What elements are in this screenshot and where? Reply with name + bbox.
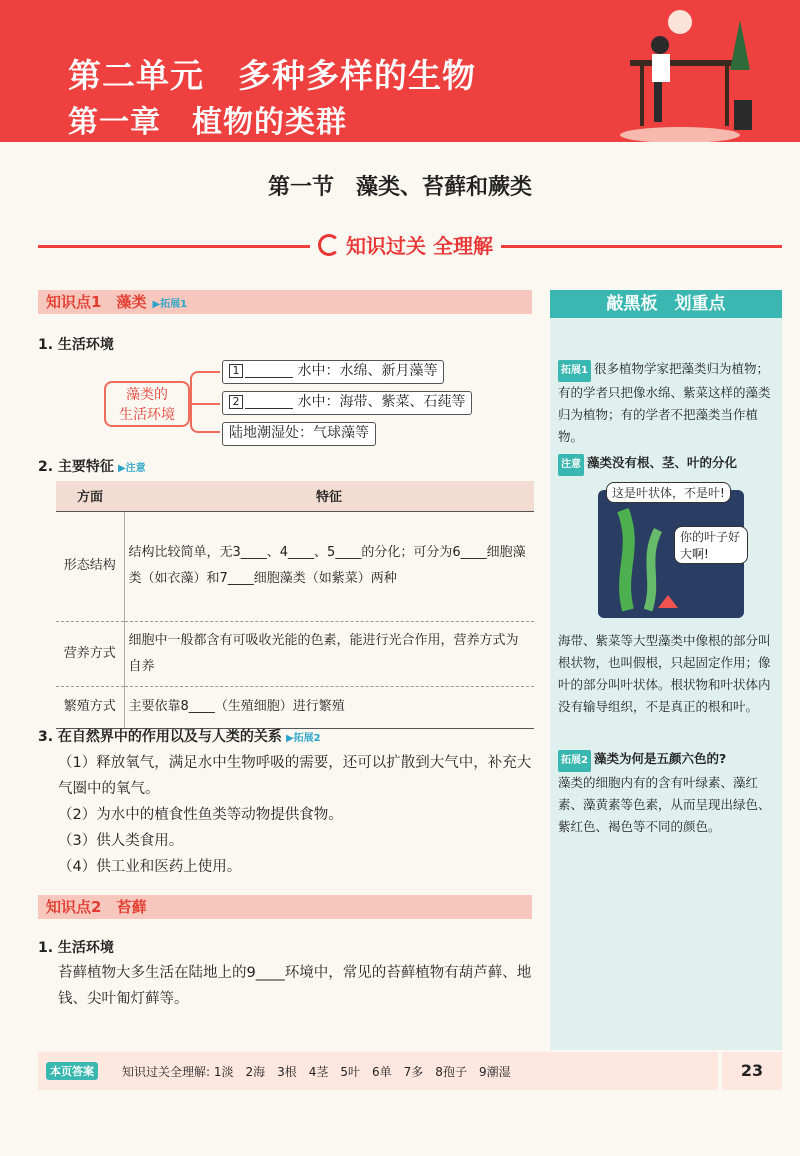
key-points-sidebar (550, 290, 782, 1050)
row-label: 形态结构 (56, 511, 124, 621)
page-number: 23 (722, 1052, 782, 1090)
note-text: 海带、紫菜等大型藻类中像根的部分叫根状物，也叫假根，只起固定作用；像叶的部分叫叶状体。根状物和叶状体内没有输导组织，不是真正的根和叶。 (558, 633, 771, 714)
answer-text: 知识过关全理解: 1淡 2海 3根 4茎 5叶 6单 7多 8孢子 9潮湿 (122, 1065, 511, 1079)
answer-num: 2 (229, 395, 243, 409)
chapter-title: 第一章 植物的类群 (68, 105, 347, 140)
answer-blank[interactable] (245, 364, 293, 378)
kp2-header (38, 895, 532, 919)
unit-title: 第二单元 多种多样的生物 (68, 56, 476, 95)
answer-num: 1 (229, 364, 243, 378)
role-item: （2）为水中的植食性鱼类等动物提供食物。 (58, 807, 343, 823)
swirl-icon (318, 234, 340, 256)
kp2-env-heading: 1. 生活环境 (38, 940, 114, 956)
knowledge-banner-label: 知识过关 全理解 (346, 234, 493, 258)
role-item: （1）释放氧气，满足水中生物呼吸的需要，还可以扩散到大气中，补充大气圈中的氧气。 (58, 755, 532, 797)
study-desk-illustration (570, 0, 770, 142)
note-heading (558, 452, 776, 476)
row-label: 营养方式 (56, 621, 124, 686)
speech-bubble: 这是叶状体，不是叶! (606, 482, 731, 503)
answer-blank[interactable] (245, 395, 293, 409)
env-item-text: 陆地潮湿处：气球藻等 (229, 425, 369, 441)
env-item (222, 360, 444, 384)
env-center-box: 藻类的 生活环境 (104, 381, 190, 427)
table-header: 特征 (124, 481, 534, 511)
role-item: （4）供工业和医药上使用。 (58, 859, 242, 875)
answer-badge: 本页答案 (46, 1062, 98, 1080)
ext2-badge: 拓展2 (558, 750, 591, 772)
kp1-title: 知识点1 藻类 ▶拓展1 (46, 293, 188, 311)
ext1-text: 很多植物学家把藻类归为植物；有的学者只把像水绵、紫菜这样的藻类归为植物；有的学者不把藻类当作植物。 (558, 361, 771, 444)
role-item: （3）供人类食用。 (58, 833, 184, 849)
note-badge: 注意 (558, 454, 584, 476)
ext2-title: 藻类为何是五颜六色的? (593, 751, 727, 766)
env-item-text: 水中：水绵、新月藻等 (297, 363, 438, 379)
env-item (222, 391, 472, 415)
feat-tag: ▶注意 (117, 463, 146, 474)
kp1-header (38, 290, 532, 314)
branch-bracket (190, 371, 220, 433)
ext2-heading (558, 748, 776, 772)
row-text: 主要依靠8____（生殖细胞）进行繁殖 (124, 686, 534, 728)
sidebar-title: 敲黑板 划重点 (550, 290, 782, 318)
env-item (222, 422, 376, 446)
header-banner (0, 0, 800, 142)
kp1-feat-heading: 2. 主要特征 ▶注意 (38, 459, 146, 475)
table-row (56, 511, 534, 621)
kp2-title: 知识点2 苔藓 (46, 898, 147, 916)
features-table (56, 481, 534, 729)
ext1-block (558, 358, 776, 448)
kp1-env-heading: 1. 生活环境 (38, 337, 114, 353)
row-label: 繁殖方式 (56, 686, 124, 728)
kp1-tag: ▶拓展1 (152, 299, 188, 310)
row-text: 结构比较简单，无3____、4____、5____的分化；可分为6____细胞藻类（如衣藻）和7____细胞藻类（如紫菜）两种 (124, 511, 534, 621)
knowledge-banner (310, 230, 501, 259)
answer-footer (38, 1052, 718, 1090)
row-text: 细胞中一般都含有可吸收光能的色素，能进行光合作用，营养方式为自养 (124, 621, 534, 686)
kp2-env-text: 苔藓植物大多生活在陆地上的9____环境中，常见的苔藓植物有葫芦藓、地钱、尖叶匍灯藓等。 (58, 965, 532, 1007)
table-row (56, 686, 534, 728)
table-row (56, 621, 534, 686)
role-tag: ▶拓展2 (285, 733, 321, 744)
branch-mid (190, 403, 220, 405)
table-header-row (56, 481, 534, 511)
kp1-role-heading: 3. 在自然界中的作用以及与人类的关系 ▶拓展2 (38, 729, 321, 745)
speech-bubble: 你的叶子好大啊! (674, 526, 748, 564)
note-title: 藻类没有根、茎、叶的分化 (587, 455, 738, 470)
table-header: 方面 (56, 481, 124, 511)
ext2-text: 藻类的细胞内有的含有叶绿素、藻红素、藻黄素等色素，从而呈现出绿色、紫红色、褐色等不同的颜色。 (558, 775, 771, 834)
ext1-badge: 拓展1 (558, 360, 591, 382)
env-item-text: 水中：海带、紫菜、石莼等 (297, 394, 466, 410)
section-title: 第一节 藻类、苔藓和蕨类 (267, 175, 532, 200)
